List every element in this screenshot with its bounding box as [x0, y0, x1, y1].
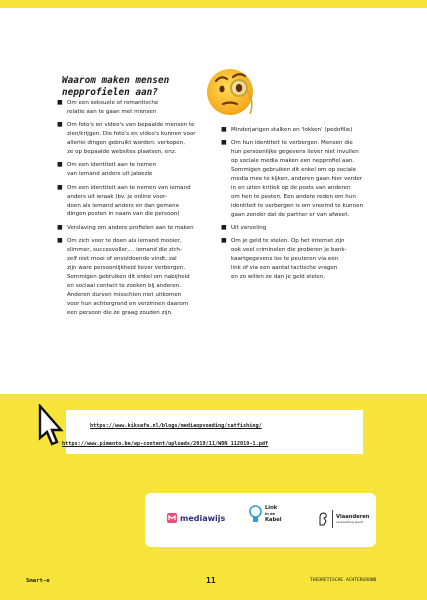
vlaanderen-wordmark: Vlaanderen	[336, 514, 370, 520]
list-item: ■ Minderjarigen stalken en 'lokken' (pedofilie)	[221, 126, 381, 135]
list-item: ■ Om je geld te stelen. Op het internet zijn ook veel criminelen die proberen je bank- kaartgegevens los te peuteren via een link of via een aantal tactische vragen en zo willen ze dan je geld stelen.	[221, 237, 381, 282]
list-item: ■ Om een identiteit aan te nemen van iemand anders uit wraak (bv. je online voor- doen als iemand anders en dan gemene dingen posten in naam van die persoon)	[57, 184, 222, 220]
kiksafe-link[interactable]: https://www.kiksafe.nl/blogs/mediaopvoeding/catfishing/	[90, 423, 262, 429]
footer-brand: Smart-e	[26, 578, 50, 584]
footer-section-title: THEORETISCHE ACHTERGROND	[310, 578, 377, 583]
list-item: ■ Om een identiteit aan te nemen van iemand anders uit jaloezie	[57, 161, 222, 179]
list-item: ■ Om een seksuele of romantische relatie aan te gaan met mensen	[57, 99, 222, 117]
vlaanderen-logo	[317, 510, 370, 528]
link-in-de-kabel-line-3: Kabel	[265, 517, 282, 523]
partner-logos-card	[145, 493, 376, 547]
mediawijs-logo	[167, 513, 225, 523]
page-title: Waarom maken mensen nepprofielen aan?	[62, 75, 170, 98]
link-in-de-kabel-logo	[249, 505, 282, 523]
list-item: ■ Om zich voor te doen als iemand mooier, slimmer, succesvoller,... iemand die zich- zelf niet mooi of onvoldoende vindt, zal zijn ware persoonlijkheid liever verbergen. Sommigen gebruiken dit enkel om nabijheid en sociaal contact te zoeken bij anderen. Anderen durven misschien niet uitkomen voor hun achtergrond en verzinnen daarom een persoon die ze graag zouden zijn.	[57, 237, 222, 317]
list-item: ■ Verslaving om andere profielen aan te maken	[57, 224, 222, 233]
list-item: ■ Om hun identiteit te verbergen. Mensen die hun persoonlijke gegevens liever niet invullen op sociale media maken een nepprofiel aan. Sommigen gebruiken dit enkel om op sociale media mee te kijken, anderen gaan hier verder in en uiten kritiek op de posts van anderen om hen te pesten. Een andere reden om hun identiteit te verbergen is om vreemd te kunnen gaan zonder dat de partner er van afweet.	[221, 139, 381, 219]
vlaanderen-tagline: verbeelding werkt	[336, 520, 364, 524]
link-in-de-kabel-line-1: Link	[265, 505, 278, 511]
pixel-cursor-icon	[30, 404, 68, 450]
vlaanderen-divider	[332, 510, 333, 528]
vlaanderen-lion-icon	[317, 511, 329, 527]
left-bullet-list	[57, 99, 222, 322]
mediawijs-wordmark: mediawijs	[180, 513, 226, 523]
mediawijs-mark-icon	[167, 513, 177, 523]
link-in-de-kabel-line-2: in de	[265, 512, 276, 516]
list-item: ■ Om foto's en video's van bepaalde mensen te zien/krijgen. Die foto's en video's kunnen voor allerlei dingen gebruikt worden: verkopen, ze op bepaalde websites plaatsen, enz.	[57, 121, 222, 157]
link-in-de-kabel-mark-icon	[249, 505, 262, 523]
pimento-link[interactable]: https://www.pimento.be/wp-content/uploads/2019/11/WON_112019-1.pdf	[62, 441, 269, 447]
right-bullet-list	[221, 126, 381, 287]
top-yellow-band	[0, 0, 427, 8]
links-card	[62, 410, 363, 454]
list-item: ■ Uit verveling	[221, 224, 381, 233]
page-number: 11	[206, 576, 216, 585]
link-in-de-kabel-wordmark	[265, 505, 282, 523]
